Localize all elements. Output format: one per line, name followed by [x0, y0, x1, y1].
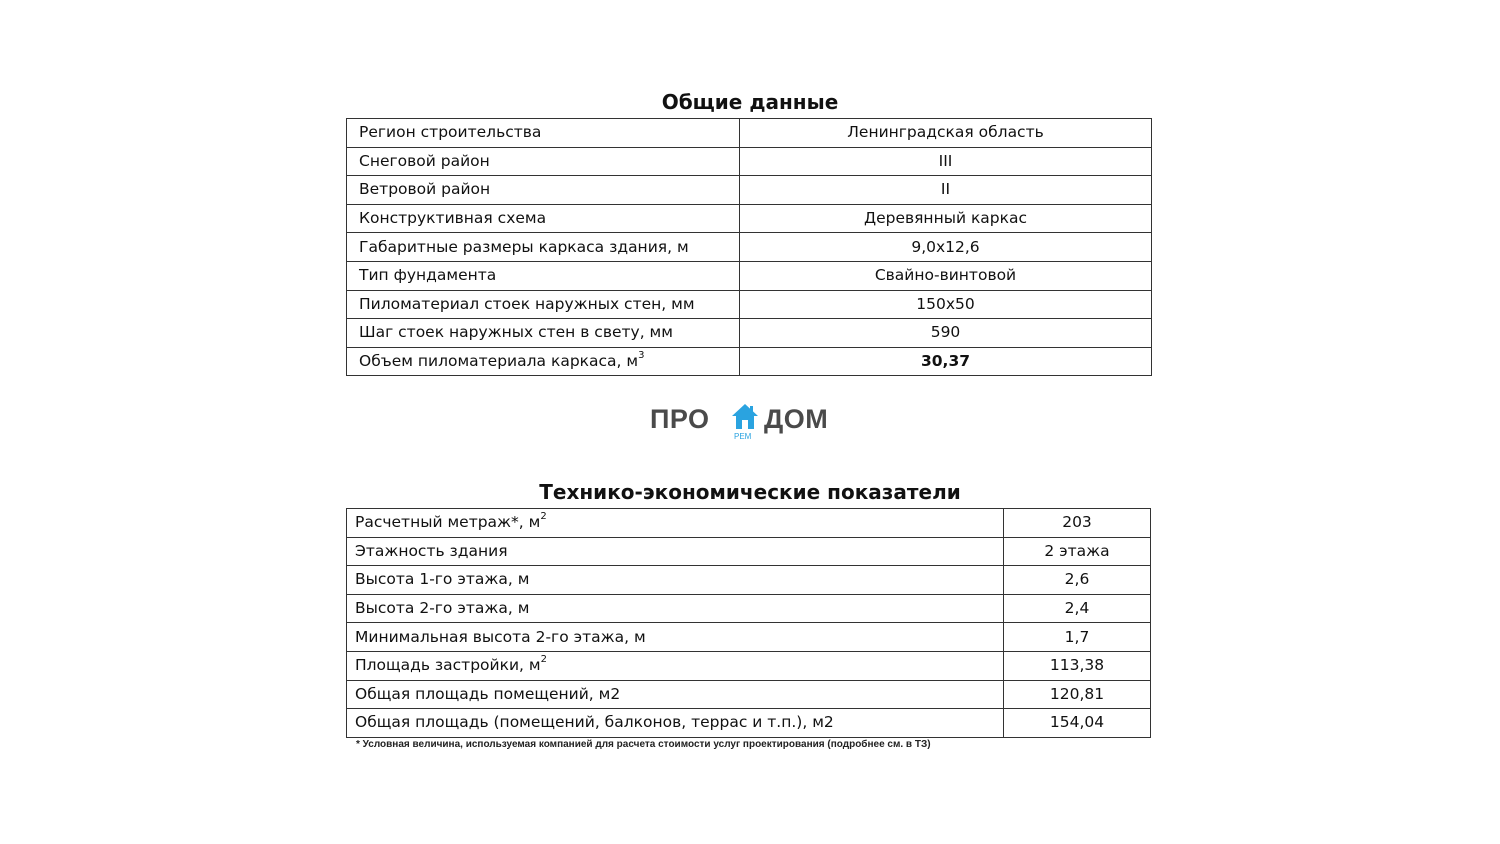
unit-superscript: 3 [638, 349, 645, 361]
row-label: Тип фундамента [347, 261, 740, 290]
logo-subtext: РЕМ [734, 432, 752, 441]
table-row [347, 176, 1152, 205]
general-data-title: Общие данные [661, 90, 839, 114]
row-value: 2 этажа [1004, 537, 1151, 566]
table-row [347, 509, 1151, 538]
row-value: 9,0х12,6 [740, 233, 1152, 262]
footnote: * Условная величина, используемая компанией для расчета стоимости услуг проектирования (подробнее см. в ТЗ) [356, 739, 931, 750]
row-label: Общая площадь помещений, м2 [347, 680, 1004, 709]
row-value: 154,04 [1004, 709, 1151, 738]
row-label [347, 651, 1004, 680]
row-value: Деревянный каркас [740, 204, 1152, 233]
row-label: Габаритные размеры каркаса здания, м [347, 233, 740, 262]
table-row [347, 623, 1151, 652]
technical-indicators-title: Технико-экономические показатели [539, 480, 961, 504]
row-label: Шаг стоек наружных стен в свету, мм [347, 319, 740, 348]
row-label-text: Площадь застройки, м [355, 656, 541, 675]
table-row [347, 119, 1152, 148]
row-label: Ветровой район [347, 176, 740, 205]
row-value: Ленинградская область [740, 119, 1152, 148]
table-row [347, 347, 1152, 376]
row-label: Снеговой район [347, 147, 740, 176]
table-row [347, 709, 1151, 738]
table-row [347, 204, 1152, 233]
row-label: Конструктивная схема [347, 204, 740, 233]
row-value: Свайно-винтовой [740, 261, 1152, 290]
table-row [347, 680, 1151, 709]
table-row [347, 594, 1151, 623]
table-row [347, 537, 1151, 566]
table-row [347, 290, 1152, 319]
row-value: 30,37 [740, 347, 1152, 376]
row-label: Этажность здания [347, 537, 1004, 566]
house-icon [730, 402, 760, 432]
row-value: 113,38 [1004, 651, 1151, 680]
row-label: Минимальная высота 2-го этажа, м [347, 623, 1004, 652]
table-row [347, 319, 1152, 348]
row-label: Общая площадь (помещений, балконов, террас и т.п.), м2 [347, 709, 1004, 738]
row-value: 590 [740, 319, 1152, 348]
row-label [347, 347, 740, 376]
logo-word-right: ДОМ [764, 404, 829, 434]
row-value: 1,7 [1004, 623, 1151, 652]
table-row [347, 261, 1152, 290]
row-value: 2,4 [1004, 594, 1151, 623]
row-value: 2,6 [1004, 566, 1151, 595]
row-label [347, 509, 1004, 538]
company-logo [650, 400, 850, 448]
general-data-table [346, 118, 1152, 376]
row-value: II [740, 176, 1152, 205]
row-label: Регион строительства [347, 119, 740, 148]
row-label: Высота 1-го этажа, м [347, 566, 1004, 595]
logo-word-left: ПРО [650, 404, 710, 434]
row-value: III [740, 147, 1152, 176]
table-row [347, 651, 1151, 680]
technical-indicators-table [346, 508, 1151, 738]
unit-superscript: 2 [540, 654, 547, 666]
table-row [347, 147, 1152, 176]
row-label: Высота 2-го этажа, м [347, 594, 1004, 623]
unit-superscript: 2 [540, 511, 547, 523]
row-label-text: Расчетный метраж*, м [355, 513, 541, 532]
row-label: Пиломатериал стоек наружных стен, мм [347, 290, 740, 319]
row-label-text: Объем пиломатериала каркаса, м [359, 352, 639, 371]
table-row [347, 566, 1151, 595]
row-value: 120,81 [1004, 680, 1151, 709]
row-value: 150х50 [740, 290, 1152, 319]
row-value: 203 [1004, 509, 1151, 538]
table-row [347, 233, 1152, 262]
